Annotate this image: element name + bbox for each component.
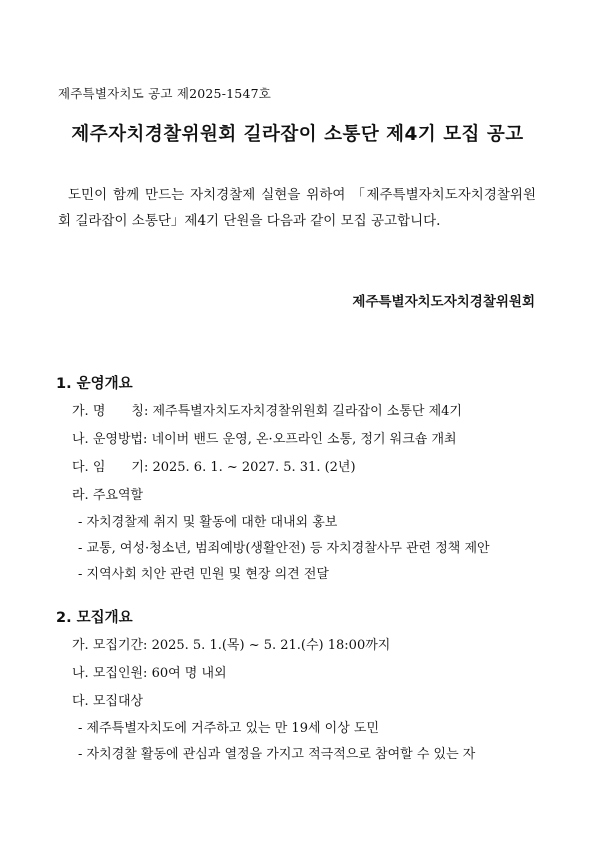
recruit-target-item: - 자치경찰 활동에 관심과 열정을 가지고 적극적으로 참여할 수 있는 자	[78, 747, 476, 762]
recruit-count-line: 나. 모집인원: 60여 명 내외	[72, 666, 227, 681]
notice-number: 제주특별자치도 공고 제2025-1547호	[58, 86, 272, 101]
overview-role-item: - 자치경찰제 취지 및 활동에 대한 대내외 홍보	[78, 515, 338, 530]
section-title-overview: 1. 운영개요	[56, 376, 133, 392]
recruit-period-line: 가. 모집기간: 2025. 5. 1.(목) ~ 5. 21.(수) 18:00까지	[72, 638, 391, 653]
recruit-target-heading: 다. 모집대상	[72, 694, 144, 709]
section-title-recruitment: 2. 모집개요	[56, 610, 133, 626]
overview-method-line: 나. 운영방법: 네이버 밴드 운영, 온·오프라인 소통, 정기 워크숍 개최	[72, 432, 457, 447]
intro-paragraph: 도민이 함께 만드는 자치경찰제 실현을 위하여 「제주특별자치도자치경찰위원회 길라잡이 소통단」제4기 단원을 다음과 같이 모집 공고합니다.	[58, 187, 536, 229]
overview-name-line: 가. 명 칭: 제주특별자치도자치경찰위원회 길라잡이 소통단 제4기	[72, 404, 462, 419]
overview-roles-heading: 라. 주요역할	[72, 488, 144, 503]
overview-role-item: - 지역사회 치안 관련 민원 및 현장 의견 전달	[78, 567, 329, 582]
overview-role-item: - 교통, 여성·청소년, 범죄예방(생활안전) 등 자치경찰사무 관련 정책 제안	[78, 541, 490, 556]
overview-term-line: 다. 임 기: 2025. 6. 1. ~ 2027. 5. 31. (2년)	[72, 460, 356, 475]
page-title: 제주자치경찰위원회 길라잡이 소통단 제4기 모집 공고	[71, 124, 524, 145]
recruit-target-item: - 제주특별자치도에 거주하고 있는 만 19세 이상 도민	[78, 721, 380, 736]
issuer-name: 제주특별자치도자치경찰위원회	[352, 294, 535, 310]
